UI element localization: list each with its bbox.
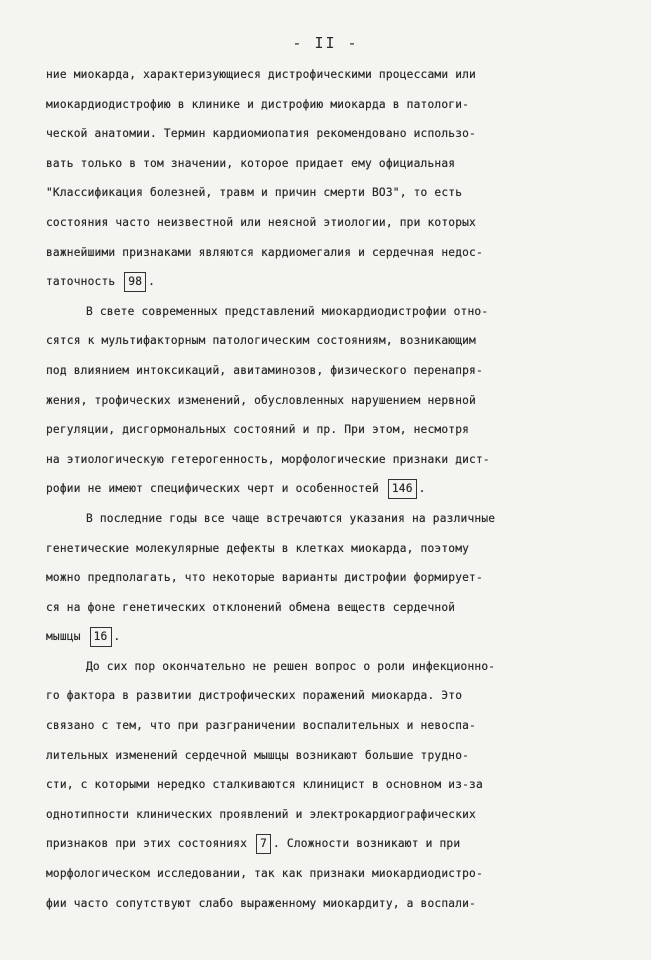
line-text-after-citation: . Сложности возникают и при xyxy=(273,837,461,851)
line-text: го фактора в развитии дистрофических поражений миокарда. Это xyxy=(46,689,463,703)
line-text: генетические молекулярные дефекты в клетках миокарда, поэтому xyxy=(46,541,470,555)
paragraph xyxy=(46,60,597,297)
line-text: сти, с которыми нередко сталкиваются клиницист в основном из-за xyxy=(46,778,483,792)
line-text: жения, трофических изменений, обусловленных нарушением нервной xyxy=(46,393,476,407)
citation-reference: 146 xyxy=(388,479,417,499)
line-text: морфологическом исследовании, так как признаки миокардиодистро- xyxy=(46,867,483,881)
text-line xyxy=(46,593,597,623)
line-text: состояния часто неизвестной или неясной этиологии, при которых xyxy=(46,215,476,229)
text-line xyxy=(46,386,597,416)
line-text: под влиянием интоксикаций, авитаминозов, физического перенапря- xyxy=(46,363,483,377)
text-line xyxy=(46,829,597,859)
text-line xyxy=(46,178,597,208)
text-line xyxy=(46,474,597,504)
line-text: сятся к мультифакторным патологическим состояниям, возникающим xyxy=(46,334,476,348)
text-line xyxy=(46,770,597,800)
line-text: миокардиодистрофию в клинике и дистрофию миокарда в патологи- xyxy=(46,97,470,111)
line-text: В свете современных представлений миокардиодистрофии отно- xyxy=(86,304,489,318)
text-line xyxy=(46,208,597,238)
text-line xyxy=(46,60,597,90)
line-text: таточность xyxy=(46,275,123,289)
text-line xyxy=(46,622,597,652)
line-text: В последние годы все чаще встречаются указания на различные xyxy=(86,511,496,525)
text-line xyxy=(46,859,597,889)
line-text: можно предполагать, что некоторые варианты дистрофии формирует- xyxy=(46,571,483,585)
body-text xyxy=(46,60,597,918)
text-line xyxy=(46,238,597,268)
line-text-after-citation: . xyxy=(418,482,426,496)
text-line xyxy=(46,297,597,327)
line-text: ся на фоне генетических отклонений обмена веществ сердечной xyxy=(46,600,456,614)
line-text: ние миокарда, характеризующиеся дистрофическими процессами или xyxy=(46,68,476,81)
text-line xyxy=(46,415,597,445)
paragraph xyxy=(46,504,597,652)
text-line xyxy=(46,681,597,711)
text-line xyxy=(46,741,597,771)
line-text-after-citation: . xyxy=(113,630,121,644)
line-text: мышцы xyxy=(46,630,88,644)
line-text: на этиологическую гетерогенность, морфологические признаки дист- xyxy=(46,452,490,466)
page-number: - II - xyxy=(292,34,359,52)
line-text: "Классификация болезней, травм и причин смерти ВОЗ", то есть xyxy=(46,186,463,200)
text-line xyxy=(46,652,597,682)
text-line xyxy=(46,889,597,919)
line-text: До сих пор окончательно не решен вопрос о роли инфекционно- xyxy=(86,659,496,673)
line-text: признаков при этих состояниях xyxy=(46,837,255,851)
citation-reference: 98 xyxy=(124,272,146,292)
text-line xyxy=(46,90,597,120)
line-text: фии часто сопутствуют слабо выраженному миокардиту, а воспали- xyxy=(46,896,476,910)
line-text: регуляции, дисгормональных состояний и пр. При этом, несмотря xyxy=(46,423,470,437)
paragraph xyxy=(46,297,597,504)
line-text: ческой анатомии. Термин кардиомиопатия рекомендовано использо- xyxy=(46,127,476,141)
text-line xyxy=(46,326,597,356)
citation-reference: 16 xyxy=(90,627,112,647)
text-line xyxy=(46,267,597,297)
text-line xyxy=(46,534,597,564)
text-line xyxy=(46,149,597,179)
text-line xyxy=(46,356,597,386)
line-text: рофии не имеют специфических черт и особенностей xyxy=(46,482,386,496)
text-line xyxy=(46,504,597,534)
text-line xyxy=(46,563,597,593)
line-text: связано с тем, что при разграничении воспалительных и невоспа- xyxy=(46,719,476,733)
line-text: важнейшими признаками являются кардиомегалия и сердечная недос- xyxy=(46,245,483,259)
line-text-after-citation: . xyxy=(148,275,156,289)
line-text: однотипности клинических проявлений и электрокардиографических xyxy=(46,807,476,821)
text-line xyxy=(46,711,597,741)
citation-reference: 7 xyxy=(256,834,271,854)
line-text: лительных изменений сердечной мышцы возникают большие трудно- xyxy=(46,748,470,762)
paragraph xyxy=(46,652,597,918)
text-line xyxy=(46,119,597,149)
text-line xyxy=(46,800,597,830)
text-line xyxy=(46,445,597,475)
line-text: вать только в том значении, которое придает ему официальная xyxy=(46,156,456,170)
